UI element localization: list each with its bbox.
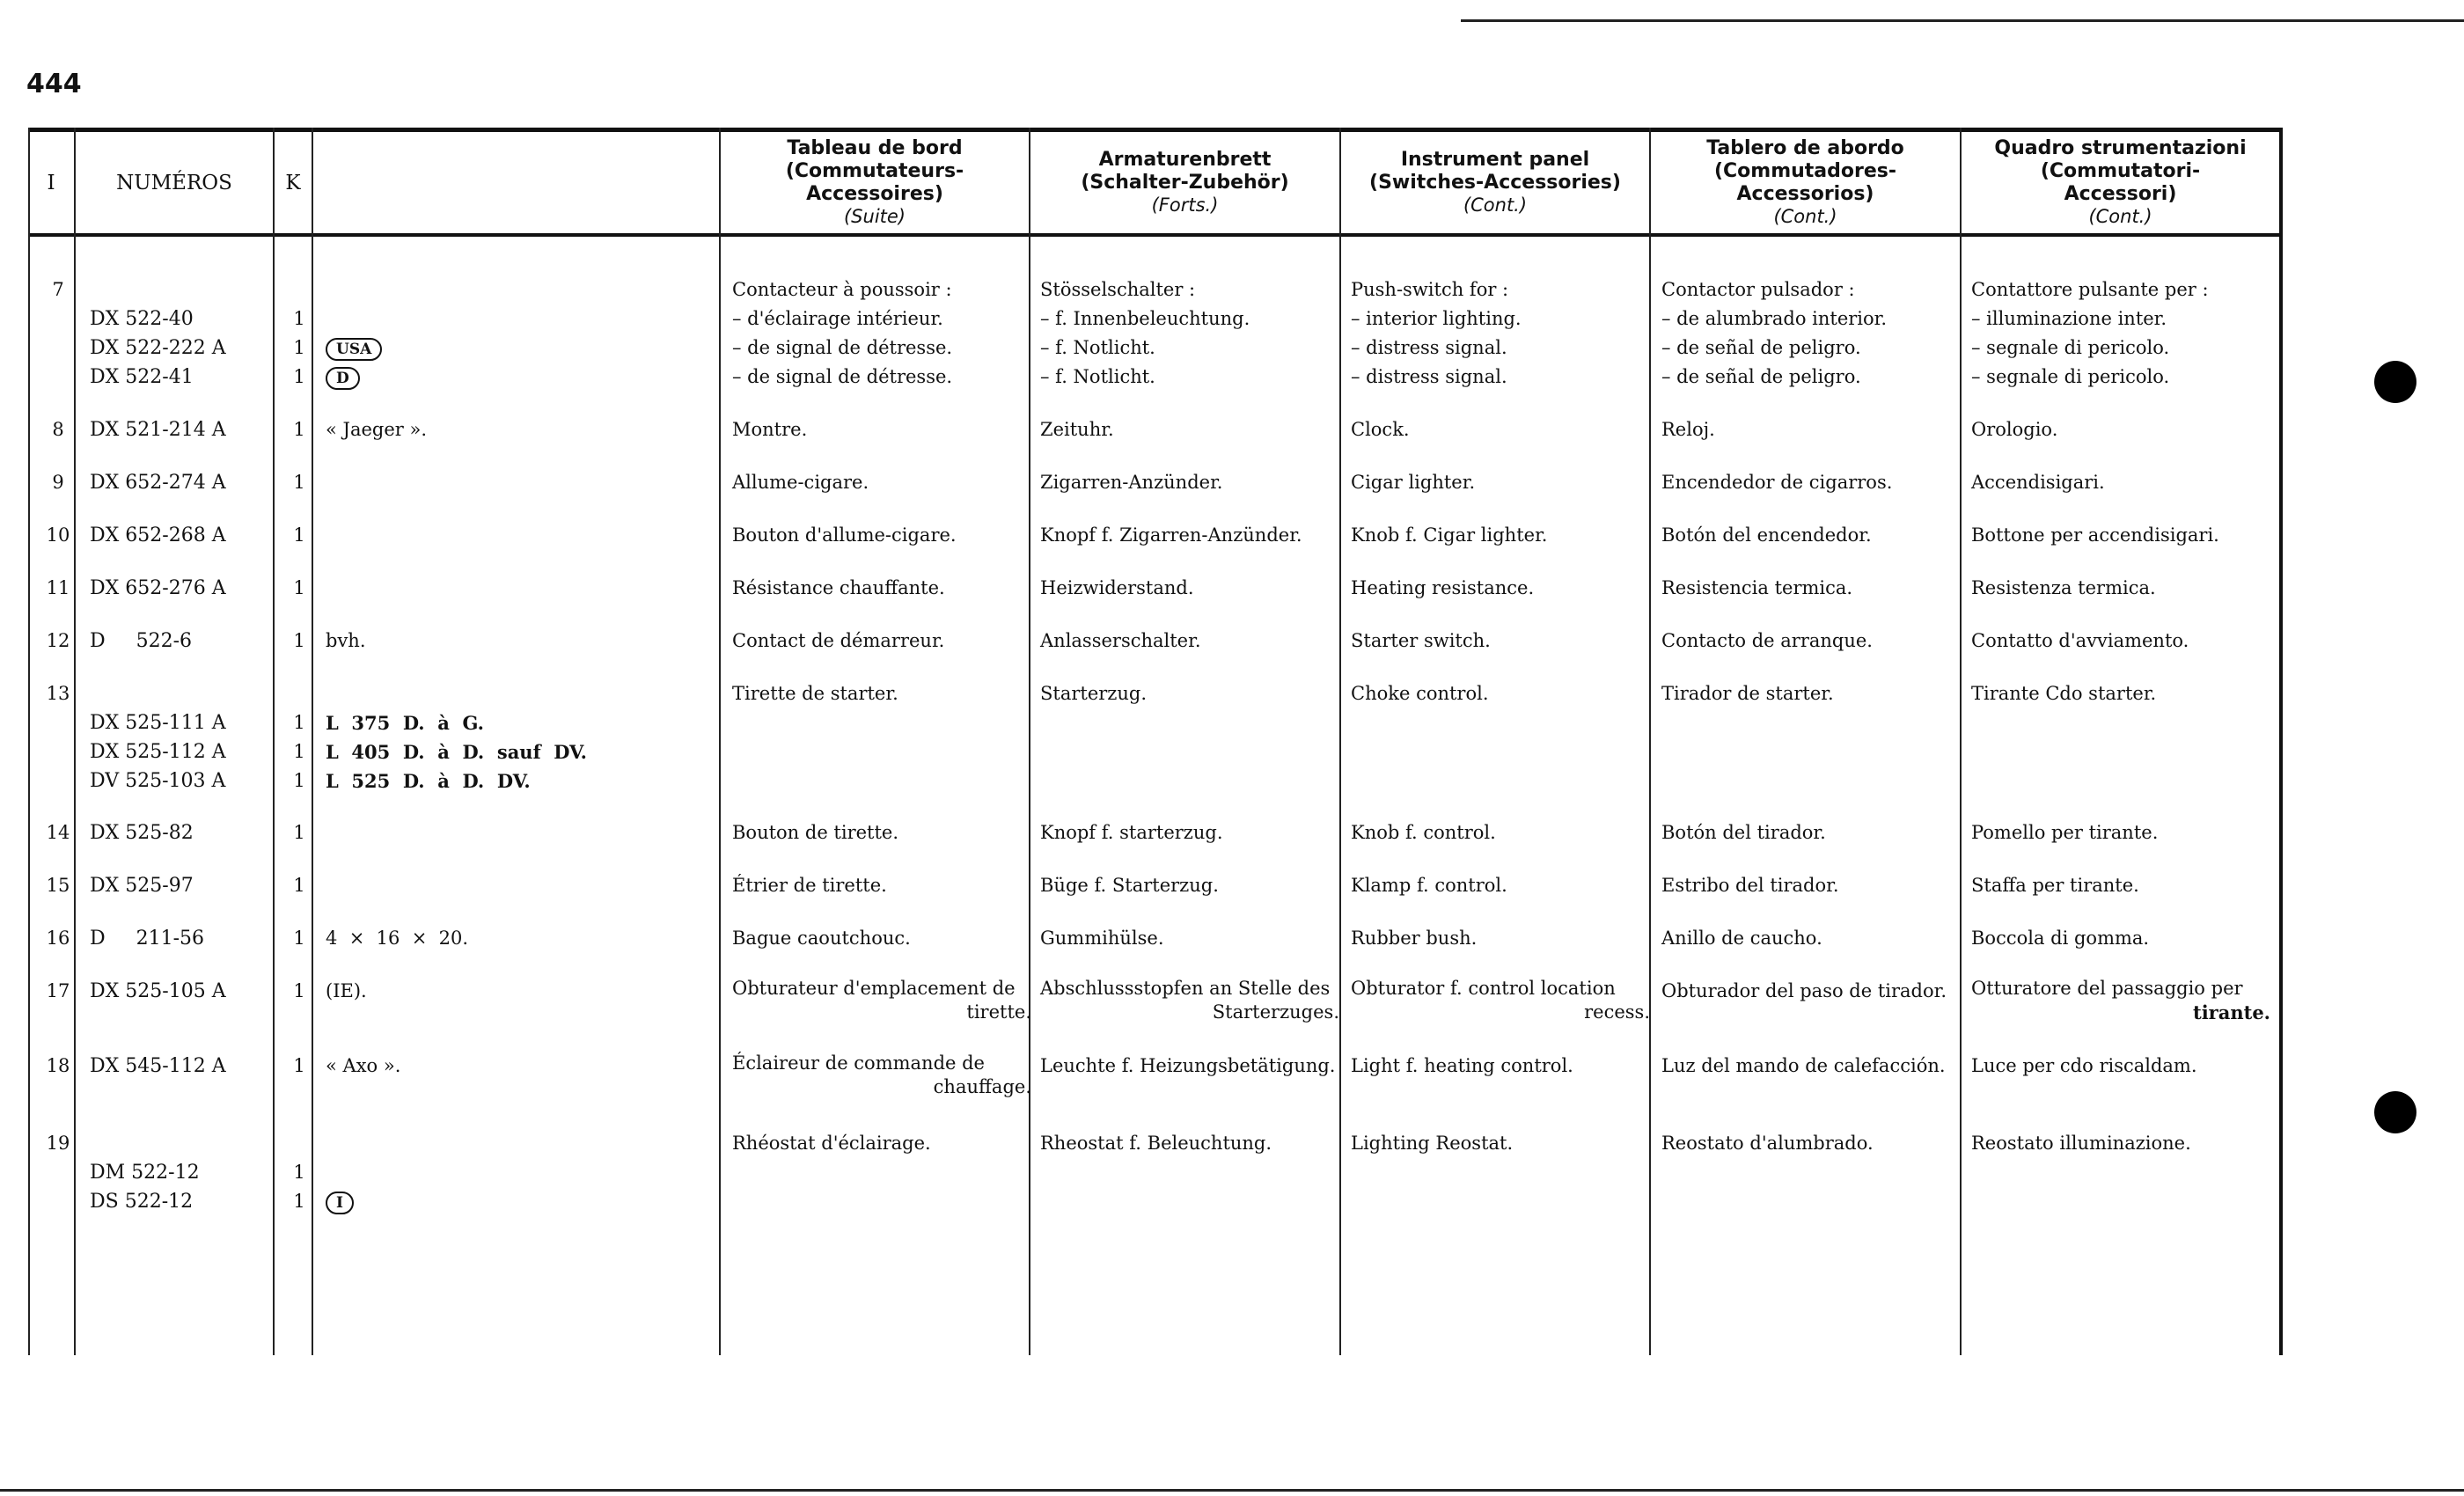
part-number: DX 522-41: [90, 366, 194, 388]
desc-es: Tirador de starter.: [1661, 683, 1834, 704]
row-index: 7: [52, 279, 64, 300]
quantity: 1: [293, 524, 305, 546]
row-index: 16: [46, 928, 70, 949]
desc-it: Resistenza termica.: [1971, 577, 2156, 598]
bottom-rule: [0, 1489, 2464, 1492]
desc-fr: Bouton d'allume-cigare.: [732, 524, 957, 546]
desc-it: Staffa per tirante.: [1971, 875, 2139, 896]
desc-fr: Contacteur à poussoir :: [732, 279, 952, 300]
part-number: DX 652-268 A: [90, 524, 226, 546]
quantity: 1: [293, 1055, 305, 1076]
desc-it: – segnale di pericolo.: [1971, 366, 2170, 387]
row-index: 13: [46, 683, 70, 704]
row-index: 18: [46, 1055, 70, 1076]
remarks: [326, 1187, 713, 1216]
desc-en: Knob f. Cigar lighter.: [1351, 524, 1548, 546]
desc-en: Cigar lighter.: [1351, 472, 1476, 493]
part-number: DX 652-274 A: [90, 472, 226, 494]
quantity: 1: [293, 577, 305, 598]
desc-es: – de señal de peligro.: [1661, 337, 1861, 358]
quantity: 1: [293, 1162, 305, 1183]
page-number: 444: [26, 69, 82, 99]
header-col-numeros: NUMÉROS: [116, 171, 232, 194]
part-number: DX 545-112 A: [90, 1055, 226, 1077]
desc-it: Bottone per accendisigari.: [1971, 524, 2219, 546]
remarks: [326, 334, 713, 363]
desc-it: – illuminazione inter.: [1971, 308, 2167, 329]
desc-en: Starter switch.: [1351, 630, 1491, 651]
desc-es: Estribo del tirador.: [1661, 875, 1839, 896]
quantity: 1: [293, 472, 305, 493]
desc-it: [1971, 977, 2270, 1024]
part-number: DX 522-222 A: [90, 337, 226, 359]
part-number: DM 522-12: [90, 1162, 200, 1184]
row-index: 12: [46, 630, 70, 651]
desc-en: Knob f. control.: [1351, 822, 1496, 843]
desc-fr-line1: Obturateur d'emplacement de: [732, 978, 1016, 999]
col-divider: [1339, 128, 1341, 1355]
desc-de: Leuchte f. Heizungsbetätigung.: [1040, 1055, 1336, 1076]
col-divider: [74, 128, 76, 1355]
header-rule: [28, 233, 2283, 237]
row-index: 15: [46, 875, 70, 896]
row-index: 17: [46, 980, 70, 1001]
desc-en: Push-switch for :: [1351, 279, 1509, 300]
desc-fr: – de signal de détresse.: [732, 366, 953, 387]
desc-fr-line1: Éclaireur de commande de: [732, 1052, 985, 1074]
part-number: DS 522-12: [90, 1191, 194, 1213]
desc-de: Rheostat f. Beleuchtung.: [1040, 1133, 1272, 1154]
desc-fr: Bague caoutchouc.: [732, 928, 911, 949]
desc-fr-line2: chauffage.: [933, 1076, 1031, 1097]
row-index: 11: [46, 577, 70, 598]
country-badge-i: I: [326, 1192, 354, 1214]
parts-table: [28, 128, 2283, 1355]
desc-de-line1: Abschlussstopfen an Stelle des: [1040, 978, 1331, 999]
desc-fr: Montre.: [732, 419, 808, 440]
quantity: 1: [293, 712, 305, 733]
row-index: 14: [46, 822, 70, 843]
remarks: L 405 D. à D. sauf DV.: [326, 741, 587, 763]
part-number: DX 525-112 A: [90, 741, 226, 763]
part-number: DX 522-40: [90, 308, 194, 330]
binder-hole-mark: [2374, 361, 2416, 403]
desc-de: Büge f. Starterzug.: [1040, 875, 1219, 896]
desc-de: – f. Notlicht.: [1040, 366, 1155, 387]
desc-it-line1: Otturatore del passaggio per: [1971, 978, 2243, 999]
part-number: DX 525-105 A: [90, 980, 226, 1002]
quantity: 1: [293, 366, 305, 387]
remarks: « Jaeger ».: [326, 419, 427, 440]
desc-fr: Contact de démarreur.: [732, 630, 945, 651]
header-es-line1: Tablero de abordo: [1706, 137, 1904, 159]
desc-en: – distress signal.: [1351, 337, 1507, 358]
desc-it: Contattore pulsante per :: [1971, 279, 2209, 300]
header-en-line2: (Switches-Accessories): [1369, 172, 1621, 194]
quantity: 1: [293, 630, 305, 651]
row-index: 8: [52, 419, 64, 440]
quantity: 1: [293, 741, 305, 762]
remarks: « Axo ».: [326, 1055, 401, 1076]
desc-it: Accendisigari.: [1971, 472, 2105, 493]
part-number: DX 652-276 A: [90, 577, 226, 599]
quantity: 1: [293, 928, 305, 949]
desc-it: Boccola di gomma.: [1971, 928, 2150, 949]
desc-it: Pomello per tirante.: [1971, 822, 2159, 843]
desc-en-line2: recess.: [1584, 1001, 1650, 1023]
desc-fr: [732, 977, 1031, 1024]
header-col-german: [1030, 132, 1339, 233]
desc-en: Klamp f. control.: [1351, 875, 1507, 896]
header-fr-line3: Accessoires): [806, 183, 943, 205]
header-de-line2: (Schalter-Zubehör): [1081, 172, 1289, 194]
row-index: 10: [46, 524, 70, 546]
desc-fr: Tirette de starter.: [732, 683, 898, 704]
desc-es: Reloj.: [1661, 419, 1715, 440]
header-it-line1: Quadro strumentazioni: [1994, 137, 2247, 159]
remarks: (IE).: [326, 980, 367, 1001]
desc-fr: Étrier de tirette.: [732, 875, 887, 896]
desc-fr-line2: tirette.: [966, 1001, 1031, 1023]
part-number: DX 525-82: [90, 822, 194, 844]
desc-de: Starterzug.: [1040, 683, 1147, 704]
country-badge-usa: USA: [326, 338, 382, 361]
desc-es: Contactor pulsador :: [1661, 279, 1855, 300]
part-number: DX 521-214 A: [90, 419, 226, 441]
desc-de: – f. Notlicht.: [1040, 337, 1155, 358]
header-col-i: I: [47, 171, 55, 194]
desc-es: Botón del tirador.: [1661, 822, 1826, 843]
desc-de: Anlasserschalter.: [1040, 630, 1201, 651]
quantity: 1: [293, 419, 305, 440]
desc-es: Botón del encendedor.: [1661, 524, 1872, 546]
desc-de: Gummihülse.: [1040, 928, 1164, 949]
quantity: 1: [293, 875, 305, 896]
header-col-english: [1341, 132, 1649, 233]
desc-fr: – d'éclairage intérieur.: [732, 308, 943, 329]
desc-it: Orologio.: [1971, 419, 2058, 440]
desc-it-line2: tirante.: [2193, 1001, 2270, 1023]
header-col-italian: [1962, 132, 2279, 233]
desc-es: Contacto de arranque.: [1661, 630, 1873, 651]
header-fr-line2: (Commutateurs-: [785, 160, 964, 182]
part-number: D 211-56: [90, 928, 205, 950]
desc-en: Heating resistance.: [1351, 577, 1535, 598]
quantity: 1: [293, 1191, 305, 1212]
desc-es: Encendedor de cigarros.: [1661, 472, 1893, 493]
header-en-line1: Instrument panel: [1400, 149, 1590, 171]
desc-es: Reostato d'alumbrado.: [1661, 1133, 1874, 1154]
desc-fr: – de signal de détresse.: [732, 337, 953, 358]
desc-it: Contatto d'avviamento.: [1971, 630, 2189, 651]
desc-en: Light f. heating control.: [1351, 1055, 1573, 1076]
desc-fr: Allume-cigare.: [732, 472, 869, 493]
desc-it: Reostato illuminazione.: [1971, 1133, 2191, 1154]
header-es-line3: Accessorios): [1736, 183, 1874, 205]
desc-it: Luce per cdo riscaldam.: [1971, 1055, 2197, 1076]
header-it-line3: Accessori): [2064, 183, 2177, 205]
desc-en: Clock.: [1351, 419, 1410, 440]
desc-de: Knopf f. Zigarren-Anzünder.: [1040, 524, 1302, 546]
quantity: 1: [293, 337, 305, 358]
desc-fr: Bouton de tirette.: [732, 822, 899, 843]
desc-en: [1351, 977, 1650, 1024]
col-divider: [719, 128, 721, 1355]
row-index: 9: [52, 472, 64, 493]
part-number: DV 525-103 A: [90, 770, 226, 792]
desc-es: – de alumbrado interior.: [1661, 308, 1888, 329]
desc-es: – de señal de peligro.: [1661, 366, 1861, 387]
part-number: DX 525-111 A: [90, 712, 226, 734]
desc-es: Obturador del paso de tirador.: [1661, 980, 1947, 1001]
table-right-border: [2279, 128, 2283, 1355]
quantity: 1: [293, 822, 305, 843]
remarks: L 525 D. à D. DV.: [326, 770, 531, 792]
desc-it: – segnale di pericolo.: [1971, 337, 2170, 358]
quantity: 1: [293, 980, 305, 1001]
part-number: D 522-6: [90, 630, 193, 652]
desc-en: Choke control.: [1351, 683, 1489, 704]
remarks: 4 × 16 × 20.: [326, 928, 469, 949]
header-col-k: K: [285, 171, 301, 194]
desc-en: – interior lighting.: [1351, 308, 1522, 329]
desc-en: Rubber bush.: [1351, 928, 1478, 949]
desc-de: [1040, 977, 1339, 1024]
header-de-line1: Armaturenbrett: [1098, 149, 1272, 171]
desc-de: – f. Innenbeleuchtung.: [1040, 308, 1250, 329]
header-it-cont: (Cont.): [2088, 206, 2152, 227]
quantity: 1: [293, 308, 305, 329]
country-badge-d: D: [326, 367, 360, 390]
remarks: [326, 363, 713, 392]
header-fr-line1: Tableau de bord: [787, 137, 963, 159]
header-es-cont: (Cont.): [1773, 206, 1837, 227]
desc-it: Tirante Cdo starter.: [1971, 683, 2157, 704]
header-col-spanish: [1651, 132, 1960, 233]
header-es-line2: (Commutadores-: [1713, 160, 1897, 182]
quantity: 1: [293, 770, 305, 791]
desc-fr: Résistance chauffante.: [732, 577, 945, 598]
desc-en-line1: Obturator f. control location: [1351, 978, 1616, 999]
binder-hole-mark: [2374, 1091, 2416, 1133]
desc-es: Resistencia termica.: [1661, 577, 1853, 598]
desc-de: Stösselschalter :: [1040, 279, 1196, 300]
desc-en: – distress signal.: [1351, 366, 1507, 387]
desc-de: Heizwiderstand.: [1040, 577, 1194, 598]
desc-en: Lighting Reostat.: [1351, 1133, 1514, 1154]
remarks: bvh.: [326, 630, 366, 651]
header-en-cont: (Cont.): [1463, 194, 1528, 216]
header-de-cont: (Forts.): [1151, 194, 1219, 216]
desc-de: Zeituhr.: [1040, 419, 1114, 440]
desc-de: Zigarren-Anzünder.: [1040, 472, 1223, 493]
desc-fr: [732, 1052, 1031, 1099]
desc-es: Anillo de caucho.: [1661, 928, 1822, 949]
top-rule: [1461, 19, 2464, 22]
col-divider: [28, 128, 30, 1355]
header-fr-cont: (Suite): [843, 206, 906, 227]
header-col-french: [721, 132, 1029, 233]
header-it-line2: (Commutatori-: [2040, 160, 2201, 182]
desc-fr: Rhéostat d'éclairage.: [732, 1133, 931, 1154]
remarks: L 375 D. à G.: [326, 712, 484, 734]
desc-es: Luz del mando de calefacción.: [1661, 1055, 1946, 1076]
row-index: 19: [46, 1133, 70, 1154]
part-number: DX 525-97: [90, 875, 194, 897]
desc-de: Knopf f. starterzug.: [1040, 822, 1223, 843]
desc-de-line2: Starterzuges.: [1212, 1001, 1339, 1023]
